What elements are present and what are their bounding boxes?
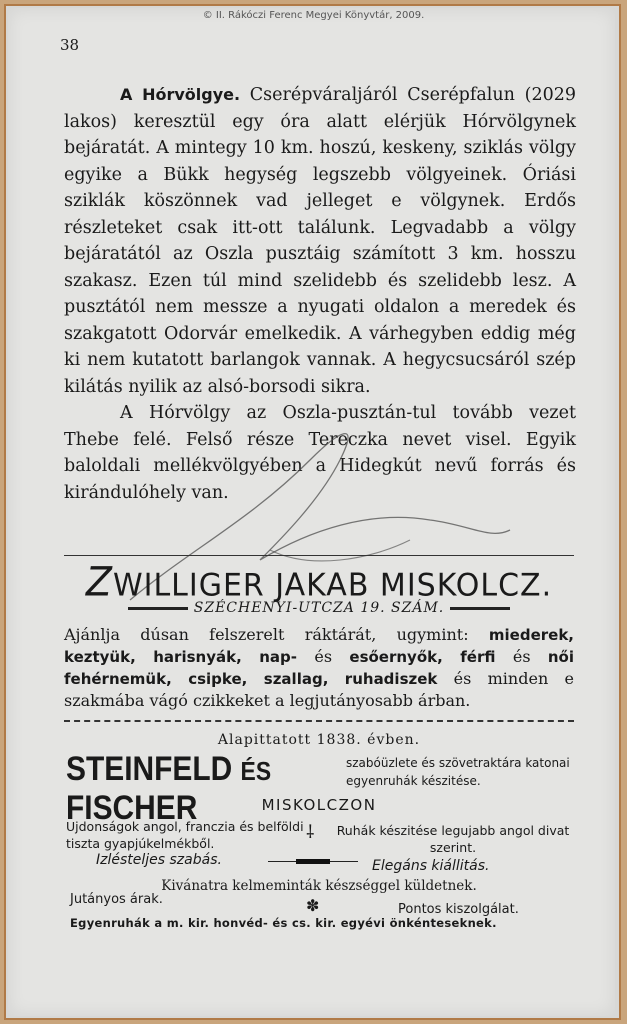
zwilliger-heading — [64, 559, 574, 605]
steinfeld-side-text: szabóüzlete és szövetraktára katonai egyenruhák készitése. — [346, 756, 570, 788]
divider-top — [64, 555, 574, 556]
copyright-notice: © II. Rákóczi Ferenc Megyei Könyvtár, 2009. — [202, 10, 425, 21]
rule-right — [450, 607, 510, 610]
steinfeld-right-text: Ruhák készitése legujabb angol divat szerint. — [336, 823, 570, 855]
rule-left — [128, 607, 188, 610]
zwilliger-address-line — [64, 600, 574, 616]
article-paragraph-2: A Hórvölgy az Oszla-pusztán-tul tovább vezet Thebe felé. Felső része Tereczka nevet visel. Egyik baloldali mellékvölgyében a Hidegkút nevű forrás és kirándulóhely van. — [64, 403, 576, 503]
steinfeld-founded: Alapittatott 1838. évben. — [217, 732, 421, 748]
zwilliger-and-1: és — [314, 647, 333, 666]
zwilliger-name: WILLIGER JAKAB MISKOLCZ. — [112, 567, 553, 605]
ornament-dagger-icon: ⸸ — [306, 822, 315, 843]
zwilliger-items-1: miederek, keztyük, harisnyák, nap- — [64, 626, 574, 666]
steinfeld-city: MISKOLCZON — [261, 796, 377, 814]
zwilliger-initial: Z — [85, 558, 113, 606]
divider-middle — [64, 720, 574, 722]
steinfeld-cheap: Jutányos árak. — [70, 892, 163, 907]
steinfeld-footer: Egyenruhák a m. kir. honvéd- és cs. kir. egyévi önkénteseknek. — [70, 916, 497, 930]
steinfeld-slogan-right: Elegáns kiállitás. — [372, 858, 490, 874]
steinfeld-exact: Pontos kiszolgálat. — [398, 902, 519, 917]
article-text-1: Cserépváraljáról Cserépfalun (2029 lakos) keresztül egy óra alatt elérjük Hórvölgynek bejáratát. A mintegy 10 km. hoszú, keskeny, sziklás völgy egyike a Bükk hegység legszebb völgyeinek. Óriási sziklák köszönnek vad jelleget e völgynek. Erdős részleteket csak itt-ott találunk. Legvadabb a völgy bejáratától az Oszla pusztáig számított 3 km. hosszu szakasz. Ezen túl mind szelidebb és szelidebb lesz. A pusztától nem messze a nyugati oldalon a meredek és szakgatott Odorvár emelkedik. A várhegyben eddig még ki nem kutatott barlangok vannak. A hegycsucsáról szép kilátás nyilik az alsó-borsodi sikra. — [64, 85, 576, 397]
page-number: 38 — [60, 36, 80, 54]
steinfeld-name-1: STEINFELD — [66, 750, 233, 788]
article-title: A Hórvölgye. — [120, 85, 241, 104]
steinfeld-samples: Kivánatra kelmeminták készséggel küldetnek. — [161, 878, 477, 894]
zwilliger-address: SZÉCHENYI-UTCZA 19. SZÁM. — [193, 600, 445, 616]
ornament-flower-icon: ✽ — [306, 896, 320, 915]
zwilliger-text — [64, 624, 574, 712]
article-paragraph-1 — [64, 82, 576, 400]
zwilliger-items-2: esőernyők, férfi — [349, 648, 496, 666]
steinfeld-slogan-left: Izlésteljes szabás. — [96, 852, 222, 868]
steinfeld-name-es: ÉS — [240, 756, 272, 786]
steinfeld-name — [66, 750, 312, 828]
zwilliger-and-2: és — [512, 647, 531, 666]
slogan-divider-bold — [296, 859, 330, 864]
zwilliger-intro: Ajánlja dúsan felszerelt ráktárát, ugymint: — [64, 625, 469, 644]
zwilliger-items-3: női fehérnemük, csipke, szallag, ruhadiszek — [64, 648, 575, 688]
steinfeld-name-2: FISCHER — [66, 789, 198, 827]
zwilliger-outro: és minden e szakmába vágó czikkeket a legjutányosabb árban. — [64, 669, 574, 710]
steinfeld-left-text: Ujdonságok angol, franczia és belföldi tiszta gyapjúkelmékből. — [66, 819, 304, 851]
